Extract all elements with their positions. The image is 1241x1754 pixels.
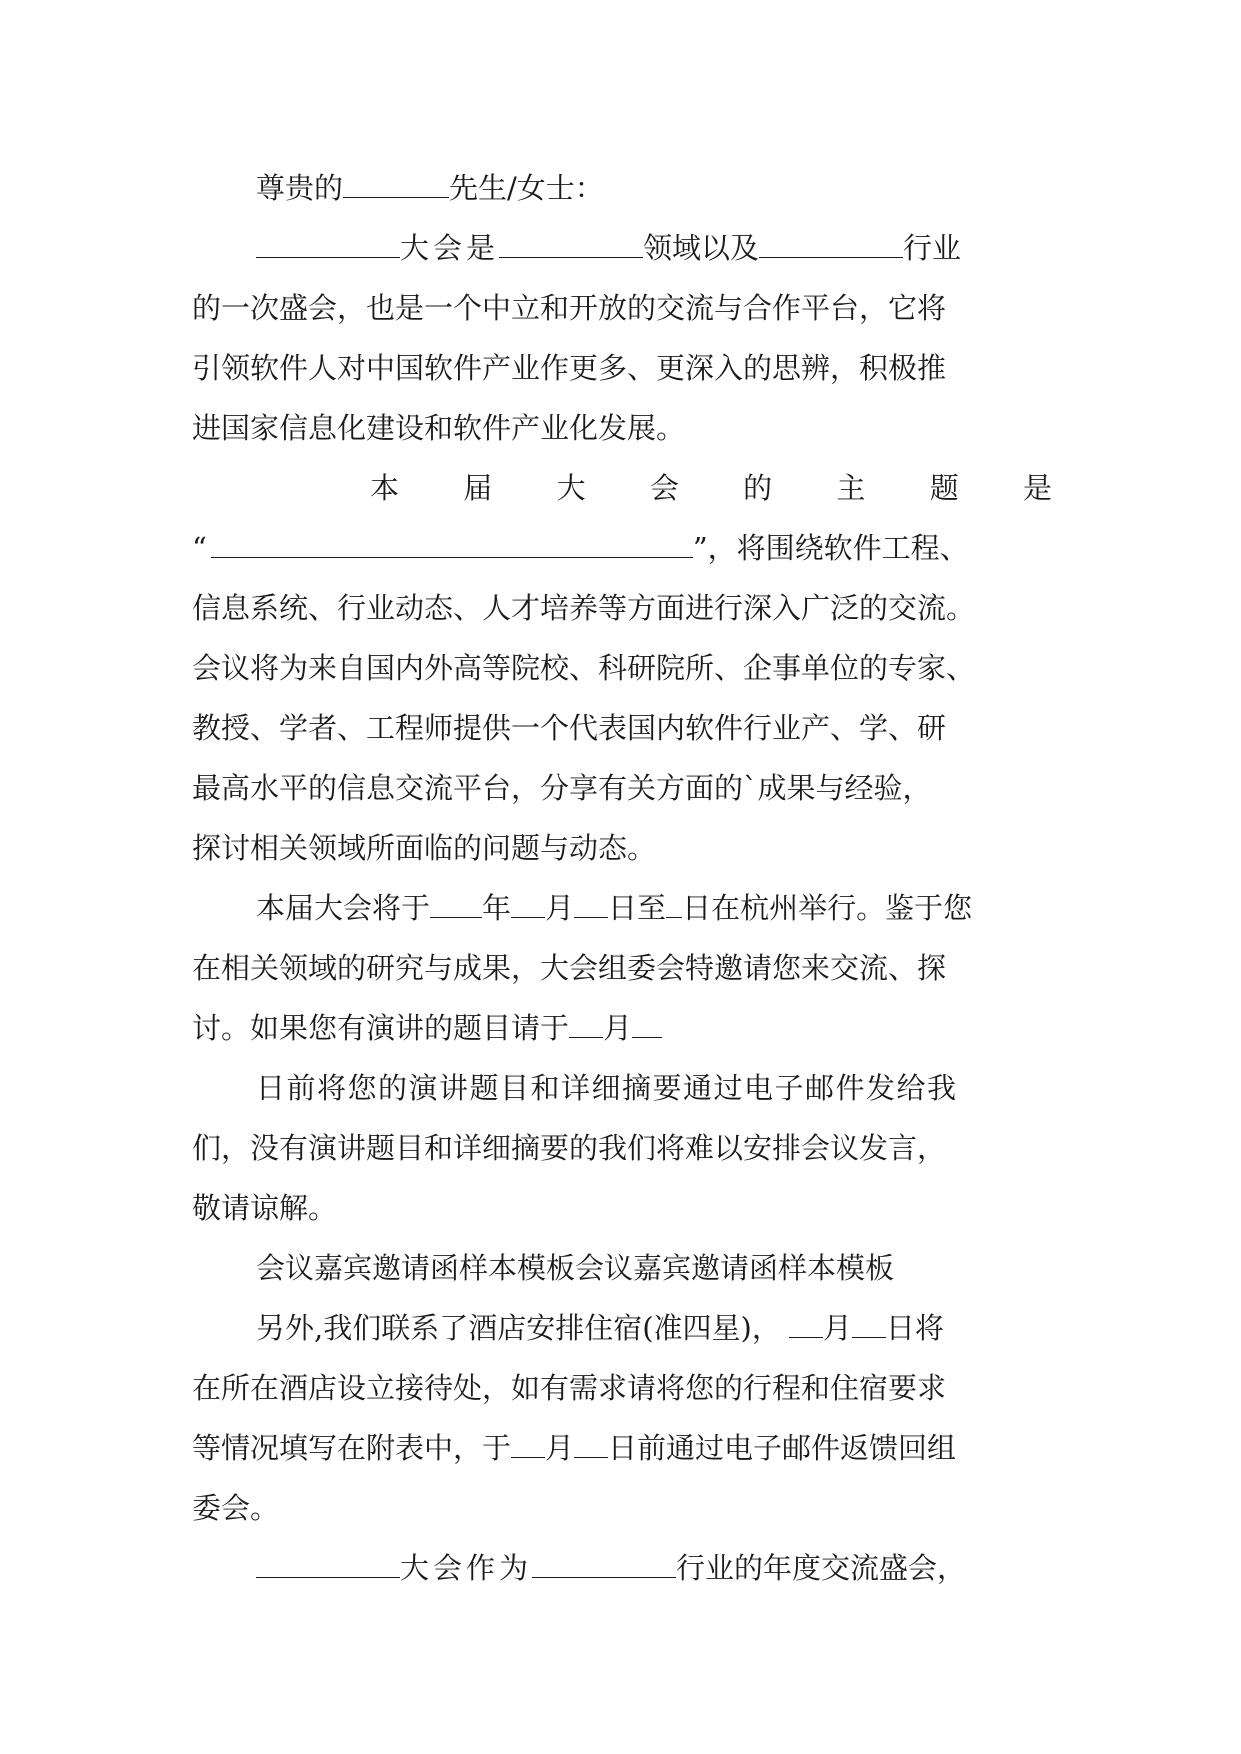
p4-line-2: 们，没有演讲题目和详细摘要的我们将难以安排会议发言， (192, 1131, 947, 1165)
theme-char: 题 (929, 471, 959, 505)
greeting-suffix: 先生/女士： (449, 171, 604, 205)
month-blank (511, 895, 545, 918)
end-day-blank (666, 895, 682, 918)
p2-line-3: 信息系统、行业动态、人才培养等方面进行深入广泛的交流。 (192, 591, 976, 625)
greeting-prefix: 尊贵的 (256, 171, 344, 205)
start-day-blank (574, 895, 608, 918)
deadline-month-blank (569, 1015, 603, 1038)
p6-text-d: 等情况填写在附表中，于 (192, 1431, 512, 1465)
invitation-letter-body (192, 158, 1052, 1598)
industry-blank (759, 235, 903, 258)
year-blank (430, 895, 482, 918)
p4-line-3: 敬请谅解。 (192, 1191, 338, 1225)
quote-open: “ (192, 531, 207, 565)
theme-char: 会 (649, 471, 679, 505)
hotel-month-blank (789, 1315, 823, 1338)
p1-line-3: 引领软件人对中国软件产业作更多、更深入的思辨，积极推 (192, 351, 947, 385)
p6-text-e: 月 (545, 1431, 575, 1465)
p2-text-after-theme: ”，将围绕软件工程、 (692, 531, 969, 565)
hotel-day-blank (852, 1315, 886, 1338)
p2-line-7: 探讨相关领域所面临的问题与动态。 (192, 831, 657, 865)
p1-line-2: 的一次盛会，也是一个中立和开放的交流与合作平台，它将 (192, 291, 947, 325)
p7-line-1 (192, 1538, 1052, 1598)
p6-text-c: 日将 (885, 1311, 944, 1345)
field-blank (499, 235, 643, 258)
p3-text-c: 月 (545, 891, 575, 925)
p3-line-3 (192, 998, 1052, 1058)
p2-line-2 (192, 518, 1052, 578)
recipient-name-blank (343, 175, 449, 198)
p7-text-b: 行业的年度交流盛会， (676, 1551, 967, 1585)
reply-month-blank (511, 1435, 545, 1458)
p6-line-3 (192, 1418, 1052, 1478)
p7-text-a: 大会作为 (400, 1551, 533, 1585)
p2-line-6: 最高水平的信息交流平台，分享有关方面的`成果与经验， (192, 771, 932, 805)
p4-line-1: 日前将您的演讲题目和详细摘要通过电子邮件发给我 (256, 1071, 958, 1105)
theme-char: 届 (463, 471, 493, 505)
p5-line-1: 会议嘉宾邀请函样本模板会议嘉宾邀请函样本模板 (256, 1251, 895, 1285)
p3-text-e: 日在杭州举行。鉴于您 (682, 891, 973, 925)
reply-day-blank (574, 1435, 608, 1458)
p3-line-1 (192, 878, 1052, 938)
p6-line-2: 在所在酒店设立接待处，如有需求请将您的行程和住宿要求 (192, 1371, 947, 1405)
conference-name-blank-2 (256, 1555, 400, 1578)
theme-char: 主 (836, 471, 866, 505)
p3-line-2: 在相关领域的研究与成果，大会组委会特邀请您来交流、探 (192, 951, 947, 985)
p6-text-b: 月 (822, 1311, 852, 1345)
p3-text-d: 日至 (608, 891, 667, 925)
p2-line-1 (192, 458, 1052, 518)
p1-text-2: 领域以及 (643, 231, 760, 265)
p1-line-1 (192, 218, 1052, 278)
p3-text-a: 本届大会将于 (256, 891, 431, 925)
p6-text-a: 另外,我们联系了酒店安排住宿(准四星)， (256, 1311, 781, 1345)
p3-text-b: 年 (482, 891, 512, 925)
p2-line-5: 教授、学者、工程师提供一个代表国内软件行业产、学、研 (192, 711, 947, 745)
p6-text-f: 日前通过电子邮件返馈回组 (608, 1431, 957, 1465)
theme-blank (211, 535, 693, 558)
deadline-day-blank (632, 1015, 662, 1038)
p3-text-g: 月 (603, 1011, 633, 1045)
conference-name-blank (256, 235, 400, 258)
industry-blank-2 (532, 1555, 676, 1578)
theme-heading-spread (370, 458, 1052, 518)
p2-line-4: 会议将为来自国内外高等院校、科研院所、企事单位的专家、 (192, 651, 976, 685)
p1-line-4: 进国家信息化建设和软件产业化发展。 (192, 411, 686, 445)
p3-text-f: 讨。如果您有演讲的题目请于 (192, 1011, 570, 1045)
p1-text-1: 大会是 (400, 231, 500, 265)
theme-char: 大 (556, 471, 586, 505)
theme-char: 本 (370, 471, 400, 505)
p6-line-1 (192, 1298, 1052, 1358)
p6-line-4: 委会。 (192, 1491, 280, 1525)
theme-char: 是 (1022, 471, 1052, 505)
theme-char: 的 (743, 471, 773, 505)
greeting-line (192, 158, 1052, 218)
p1-text-3: 行业 (903, 231, 962, 265)
